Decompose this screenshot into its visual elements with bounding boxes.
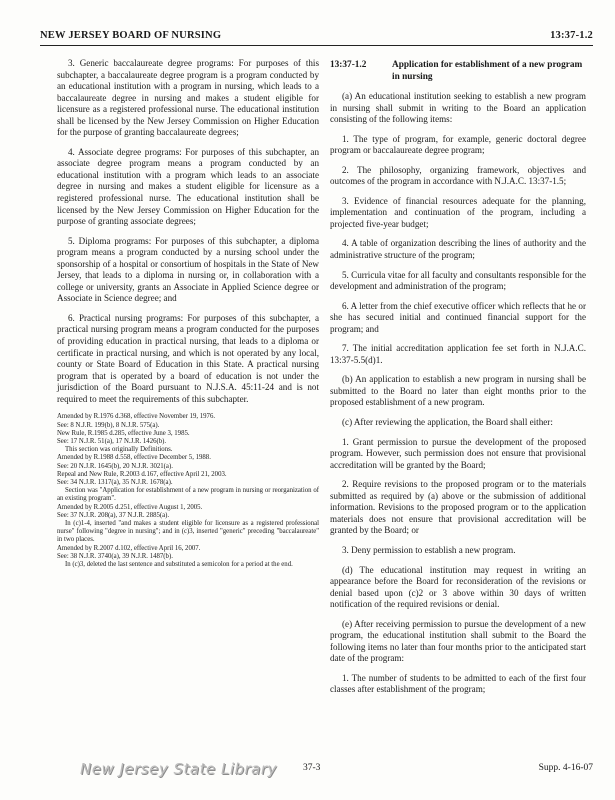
history-line: Amended by R.2007 d.102, effective April 16, 2007. — [57, 544, 201, 552]
item-a6: 6. A letter from the chief executive officer which reflects that he or she has secured initial and continued financial support for the program; and — [330, 300, 586, 334]
header-title: NEW JERSEY BOARD OF NURSING — [40, 30, 222, 41]
paragraph-e: (e) After receiving permission to pursue the development of a new program, the educational institution shall submit to the Board the following items no later than four months prior to the anticipated start date of the program: — [330, 618, 586, 664]
paragraph-diploma-programs: 5. Diploma programs: For purposes of this subchapter, a diploma program means a program conducted by a nursing school under the sponsorship of a hospital or consortium of hospitals in the State of New Jersey, that leads to a diploma in nursing or, in collaboration with a college or university, grants an Associate in Applied Science degree or Associate in Science degree; and — [57, 235, 319, 304]
paragraph-c: (c) After reviewing the application, the Board shall either: — [342, 417, 553, 428]
section-title: Application for establishment of a new program in nursing — [392, 60, 583, 82]
running-header — [40, 30, 593, 46]
paragraph-generic-baccalaureate: 3. Generic baccalaureate degree programs: For purposes of this subchapter, a baccalaureate degree program is a program conducted by an educational institution with a program in nursing, which leads to a baccalaureate degree in nursing and makes a student eligible for licensure as a registered professional nurse. The educational institution shall be licensed by the New Jersey Commission on Higher Education for the purpose of granting baccalaureate degrees; — [57, 58, 319, 138]
section-heading — [330, 60, 586, 83]
history-line: In (c)3, deleted the last sentence and substituted a semicolon for a period at the end. — [65, 560, 293, 568]
page-number: 37-3 — [303, 763, 321, 773]
history-line: Amended by R.1988 d.558, effective December 5, 1988. — [57, 454, 211, 462]
page-footer — [40, 760, 593, 790]
item-a4: 4. A table of organization describing the lines of authority and the administrative structure of the program; — [330, 238, 586, 261]
history-line: See: 20 N.J.R. 1645(b), 20 N.J.R. 3021(a). — [57, 462, 173, 470]
paragraph-d: (d) The educational institution may request in writing an appearance before the Board for reconsideration of the revisions or denial based upon (c)2 or 3 above within 30 days of written notification of the required revisions or denial. — [330, 564, 586, 610]
history-notes — [57, 413, 319, 569]
item-a3: 3. Evidence of financial resources adequate for the planning, implementation and continuation of the program, including a projected five-year budget; — [330, 195, 586, 229]
history-line: See: 8 N.J.R. 199(b), 8 N.J.R. 575(a). — [57, 421, 160, 429]
item-c3: 3. Deny permission to establish a new program. — [342, 544, 516, 555]
paragraph-a: (a) An educational institution seeking to establish a new program in nursing shall submit in writing to the Board an application consisting of the following items: — [330, 91, 586, 125]
history-line: See: 37 N.J.R. 208(a), 37 N.J.R. 2885(a). — [57, 511, 170, 519]
item-a2: 2. The philosophy, organizing framework, objectives and outcomes of the program in accordance with N.J.A.C. 13:37-1.5; — [330, 164, 586, 187]
item-c2: 2. Require revisions to the proposed program or to the materials submitted as required by (a) above or the submission of additional information. Revisions to the proposed program or to the application materials does not ensure that provisional accreditation will be granted by the Board; or — [330, 479, 586, 536]
item-a1: 1. The type of program, for example, generic doctoral degree program or baccalaureate degree program; — [330, 133, 586, 156]
item-a5: 5. Curricula vitae for all faculty and consultants responsible for the development and administration of the program; — [330, 269, 586, 292]
history-line: See: 38 N.J.R. 3740(a), 39 N.J.R. 1487(b). — [57, 552, 173, 560]
supplement-date: Supp. 4-16-07 — [538, 763, 593, 773]
left-column — [57, 58, 319, 569]
item-c1: 1. Grant permission to pursue the development of the proposed program. However, such permission does not ensure that provisional accreditation will be granted by the Board; — [330, 436, 586, 470]
paragraph-b: (b) An application to establish a new program in nursing shall be submitted to the Board no later than eight months prior to the proposed establishment of a new program. — [330, 374, 586, 408]
history-line: Amended by R.2005 d.251, effective August 1, 2005. — [57, 503, 203, 511]
item-e1: 1. The number of students to be admitted to each of the first four classes after establishment of the program; — [330, 672, 586, 695]
library-watermark: New Jersey State Library — [80, 760, 277, 778]
history-line: Section was "Application for establishment of a new program in nursing or reorganization of an existing program". — [57, 487, 319, 503]
history-line: See: 17 N.J.R. 51(a), 17 N.J.R. 1426(b). — [57, 437, 167, 445]
right-column — [330, 58, 586, 704]
history-line: This section was originally Definitions. — [65, 446, 173, 454]
history-line: New Rule, R.1985 d.285, effective June 3, 1985. — [57, 429, 190, 437]
history-line: In (c)1-4, inserted "and makes a student eligible for licensure as a registered professional nurse" following "degree in nursing"; and in (c)3, inserted "generic" preceding "baccalaureate" in two places. — [57, 519, 319, 544]
header-section-number: 13:37-1.2 — [550, 30, 593, 41]
header-rule — [40, 45, 593, 46]
section-number: 13:37-1.2 — [330, 60, 367, 70]
history-line: Amended by R.1976 d.368, effective November 19, 1976. — [57, 413, 216, 421]
history-line: Repeal and New Rule, R.2003 d.167, effective April 21, 2003. — [57, 470, 227, 478]
paragraph-practical-nursing: 6. Practical nursing programs: For purposes of this subchapter, a practical nursing program means a program conducted for the purposes of providing education in practical nursing, that leads to a diploma or certificate in practical nursing, and which is not operated by any local, county or State Board of Education in this State. A practical nursing program that is operated by a board of education is not under the jurisdiction of the Board pursuant to N.J.S.A. 45:11-24 and is not required to meet the requirements of this subchapter. — [57, 312, 319, 404]
item-a7: 7. The initial accreditation application fee set forth in N.J.A.C. 13:37-5.5(d)1. — [330, 343, 586, 365]
history-line: See: 34 N.J.R. 1317(a), 35 N.J.R. 1678(a). — [57, 478, 173, 486]
paragraph-associate-degree: 4. Associate degree programs: For purposes of this subchapter, an associate degree program means a program conducted by an educational institution with a program which leads to an associate degree in nursing and makes a student eligible for licensure as a registered professional nurse. The educational institution shall be licensed by the New Jersey Commission on Higher Education for the purpose of granting associate degrees; — [57, 146, 319, 227]
